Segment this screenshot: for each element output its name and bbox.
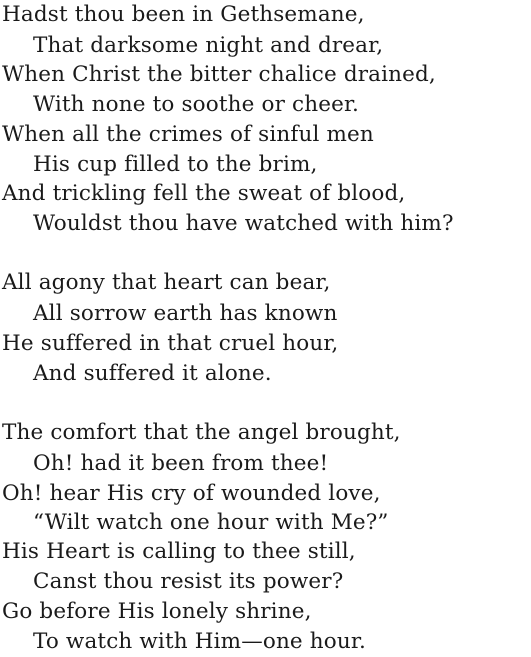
poem-line: With none to soothe or cheer. [33, 92, 359, 117]
poem-line: Oh! had it been from thee! [33, 451, 329, 476]
poem-line: That darksome night and drear, [33, 33, 384, 58]
poem-line: And suffered it alone. [33, 361, 272, 386]
poem-line: His Heart is calling to thee still, [2, 539, 356, 564]
poem-line: “Wilt watch one hour with Me?” [33, 510, 389, 535]
poem-line: Go before His lonely shrine, [2, 599, 312, 624]
poem-line: When all the crimes of sinful men [2, 122, 374, 147]
poem-line: All sorrow earth has known [33, 301, 338, 326]
poem-line: And trickling fell the sweat of blood, [2, 181, 406, 206]
poem-line: His cup filled to the brim, [33, 152, 318, 177]
poem-line: He suffered in that cruel hour, [2, 331, 339, 356]
poem-line: Hadst thou been in Gethsemane, [2, 2, 365, 27]
poem-line: Wouldst thou have watched with him? [33, 211, 454, 236]
poem-line: The comfort that the angel brought, [2, 420, 401, 445]
poem-line: Oh! hear His cry of wounded love, [2, 481, 381, 506]
poem-line: To watch with Him—one hour. [33, 629, 366, 654]
poem-line: When Christ the bitter chalice drained, [2, 62, 436, 87]
poem-line: All agony that heart can bear, [2, 270, 331, 295]
poem-line: Canst thou resist its power? [33, 569, 344, 594]
